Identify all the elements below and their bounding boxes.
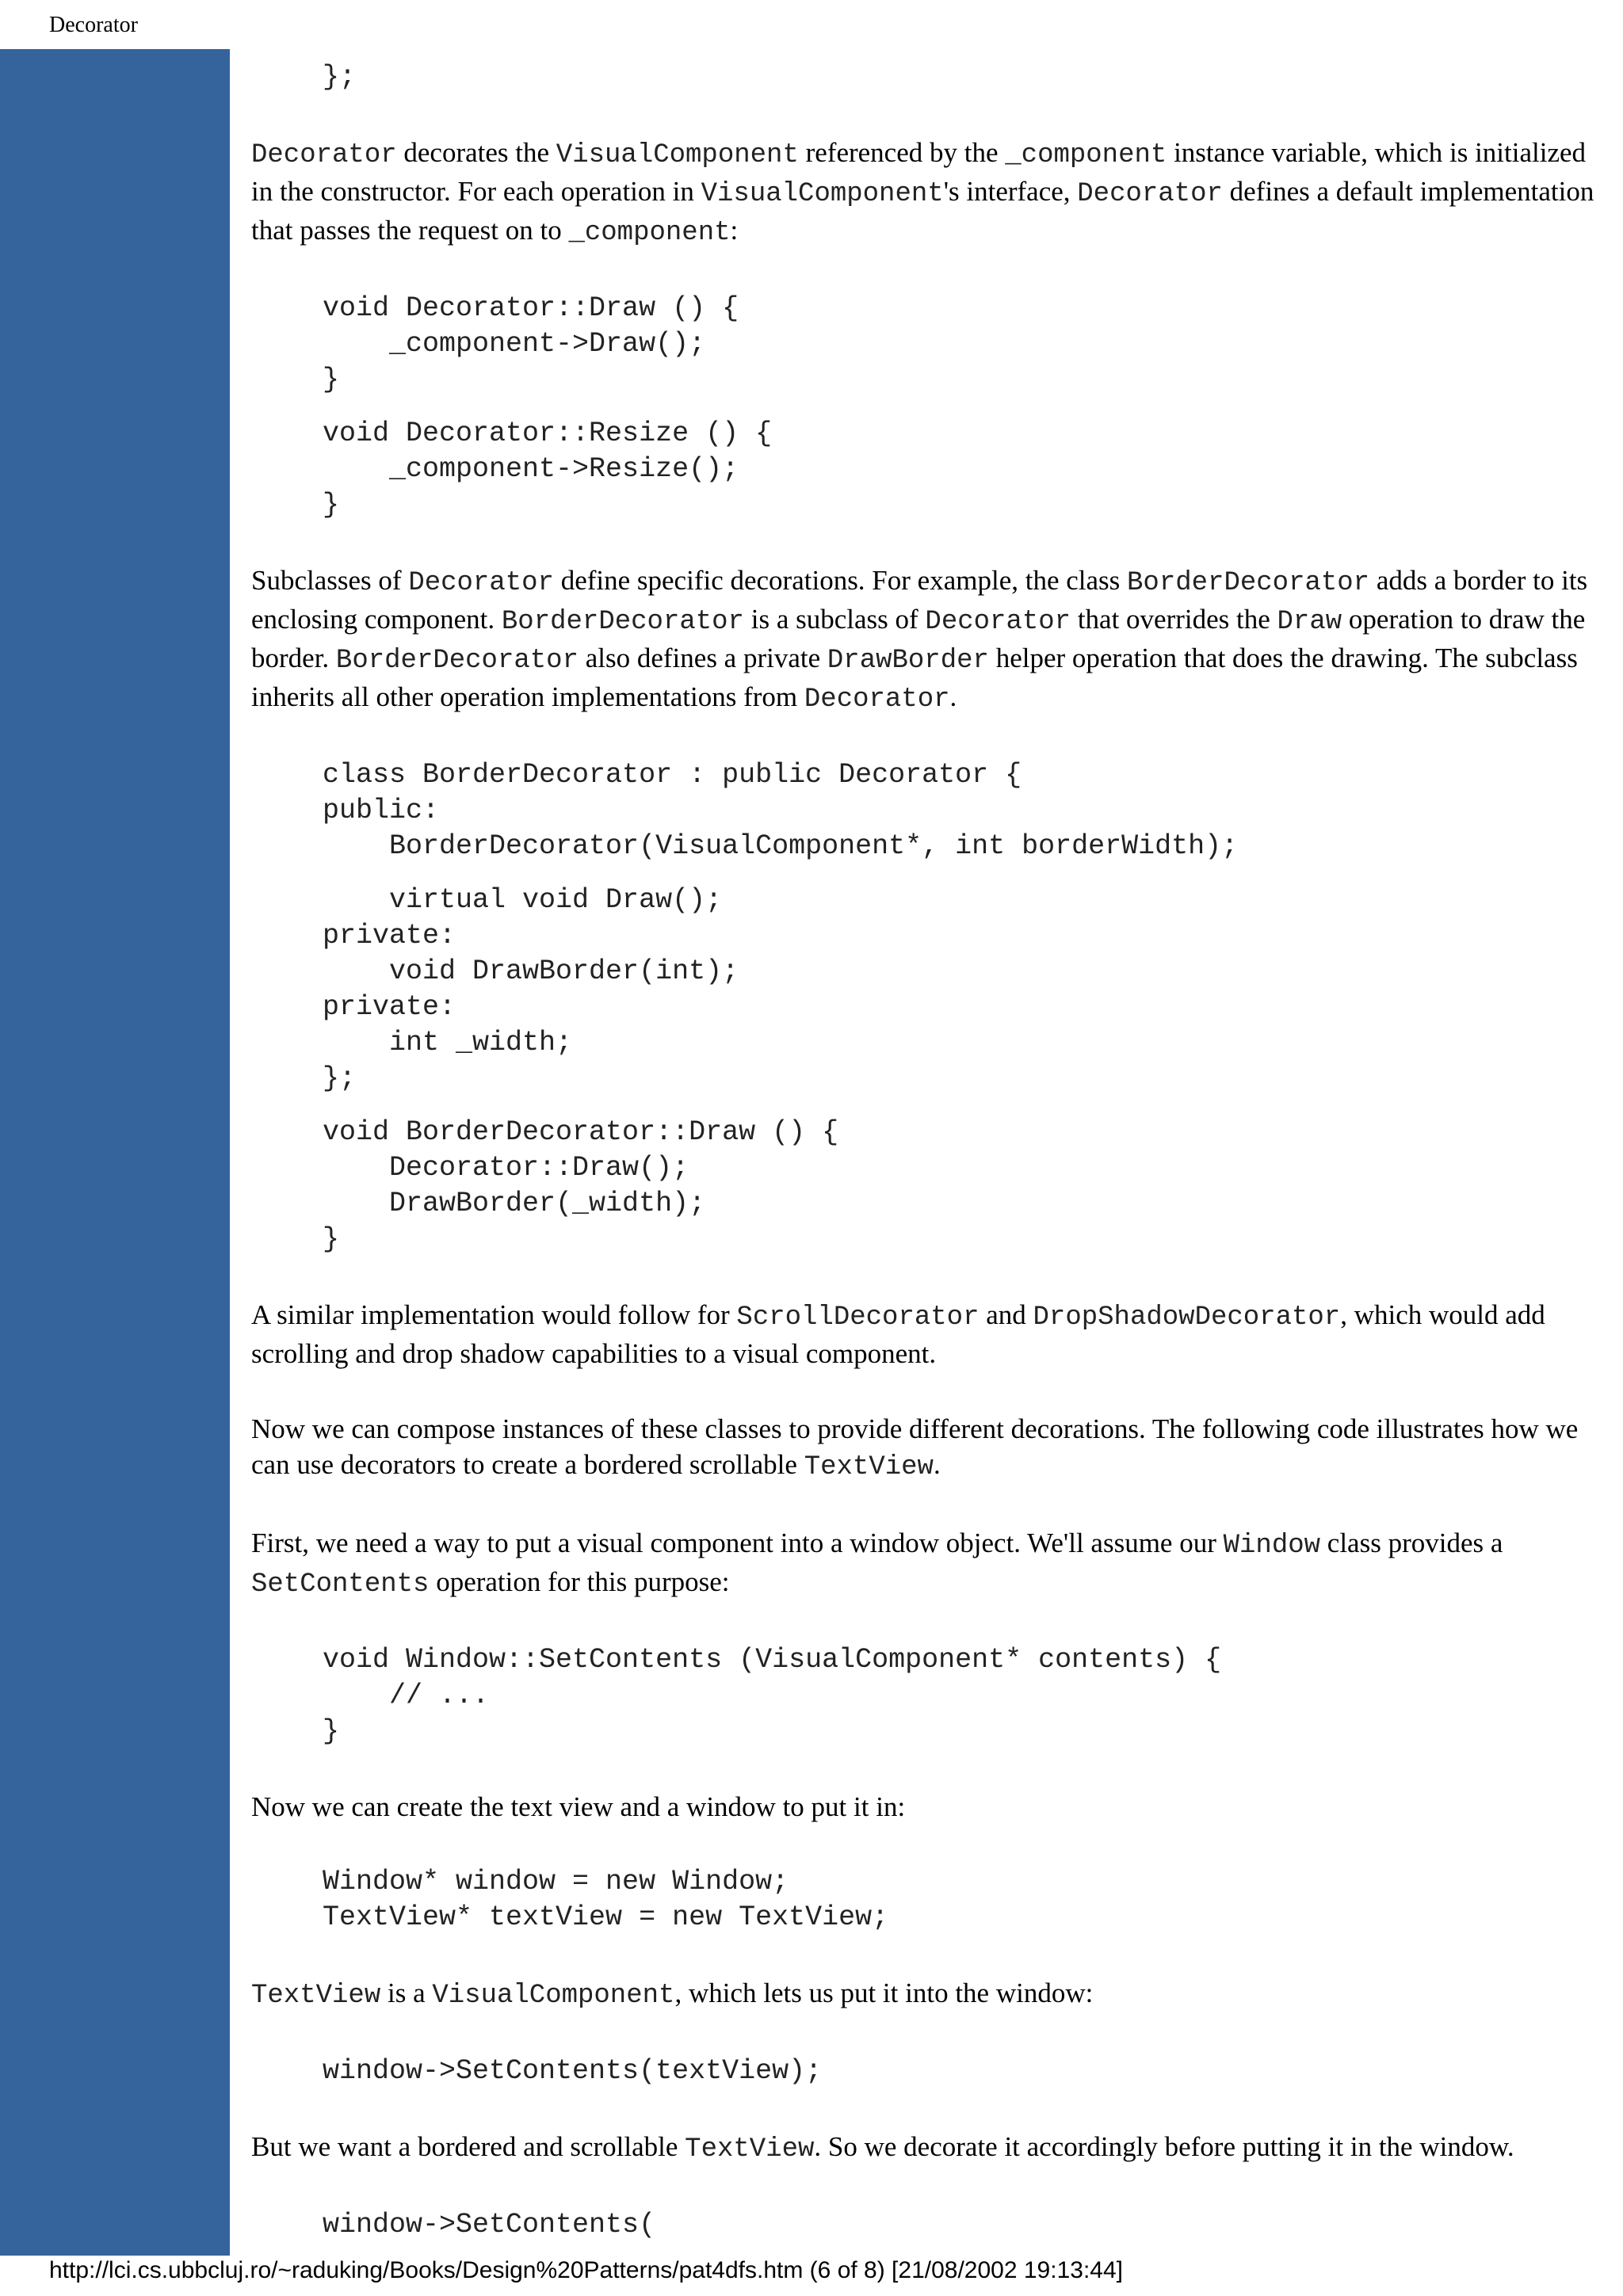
inline-code: DrawBorder (827, 646, 989, 676)
text-run: First, we need a way to put a visual component into a window object. We'll assume our (251, 1527, 1224, 1558)
text-run: also defines a private (578, 643, 827, 673)
text-run: . (949, 681, 957, 712)
text-run: . (933, 1449, 941, 1480)
code-line: DrawBorder(_width); (323, 1188, 706, 1219)
code-line: } (323, 489, 340, 521)
text-run: 's interface, (943, 176, 1078, 207)
text-run: , which would add scrolling and drop shadow capabilities to a visual component. (251, 1299, 1545, 1369)
document-content (251, 59, 1602, 2283)
code-line: _component->Draw(); (323, 328, 706, 360)
code-block (323, 2054, 1602, 2089)
code-block (323, 1864, 1602, 1936)
paragraph (251, 135, 1602, 251)
code-block (323, 59, 1602, 95)
paragraph (251, 1975, 1602, 2014)
text-run: Now we can create the text view and a window to put it in: (251, 1791, 906, 1822)
inline-code: VisualComponent (701, 179, 944, 209)
text-run: A similar implementation would follow for (251, 1299, 737, 1330)
text-run: Now we can compose instances of these classes to provide different decorations. The following code illustrates how we can use decorators to create a bordered scrollable (251, 1413, 1579, 1480)
code-line: Window* window = new Window; (323, 1866, 789, 1897)
text-run: decorates the (396, 137, 556, 168)
text-run: is a (380, 1978, 433, 2008)
page-header-title: Decorator (49, 13, 138, 37)
code-line: window->SetContents( (323, 2209, 656, 2241)
code-line (323, 1097, 1602, 1115)
code-line: void DrawBorder(int); (323, 955, 739, 987)
inline-code: Decorator (804, 685, 950, 715)
code-line: TextView* textView = new TextView; (323, 1901, 889, 1933)
inline-code: TextView (251, 1981, 381, 2011)
code-line: window->SetContents(textView); (323, 2055, 823, 2087)
code-line: }; (323, 61, 357, 93)
code-line: private: (323, 920, 456, 952)
inline-code: VisualComponent (556, 140, 799, 170)
code-line: void Window::SetContents (VisualComponent* contents) { (323, 1644, 1222, 1676)
code-line: _component->Resize(); (323, 453, 739, 485)
inline-code: SetContents (251, 1569, 430, 1600)
code-block (323, 2207, 1602, 2243)
code-line (323, 398, 1602, 416)
inline-code: Decorator (251, 140, 397, 170)
inline-code: Decorator (408, 568, 554, 598)
text-run: . So we decorate it accordingly before putting it in the window. (814, 2131, 1514, 2162)
inline-code: BorderDecorator (335, 646, 579, 676)
code-block (323, 291, 1602, 523)
code-line: } (323, 1715, 340, 1747)
paragraph (251, 2129, 1602, 2168)
text-run: adds a border to its enclosing component. (251, 565, 1588, 635)
code-line: void BorderDecorator::Draw () { (323, 1116, 839, 1148)
code-line (323, 864, 1602, 883)
code-line: private: (323, 991, 456, 1023)
inline-code: VisualComponent (432, 1981, 675, 2011)
code-line: class BorderDecorator : public Decorator { (323, 759, 1022, 791)
paragraph (251, 563, 1602, 718)
code-line: } (323, 1223, 340, 1255)
code-line: BorderDecorator(VisualComponent*, int borderWidth); (323, 830, 1239, 862)
page-footer-url: http://lci.cs.ubbcluj.ro/~raduking/Books/Design%20Patterns/pat4dfs.htm (6 of 8) [21/08/2002 19:13:44] (49, 2257, 1123, 2283)
text-run: : (730, 215, 739, 246)
code-block (323, 757, 1602, 1257)
text-run: instance variable, which is initialized in the constructor. For each operation in (251, 137, 1587, 207)
text-run: , which lets us put it into the window: (674, 1978, 1094, 2008)
inline-code: Window (1223, 1531, 1321, 1561)
paragraph (251, 1411, 1602, 1486)
code-line: public: (323, 795, 440, 826)
paragraph (251, 1297, 1602, 1371)
inline-code: TextView (804, 1452, 934, 1482)
code-line: }; (323, 1062, 357, 1094)
paragraph (251, 1789, 1602, 1825)
sidebar-bar (0, 49, 230, 2256)
text-run: and (979, 1299, 1033, 1330)
code-line: virtual void Draw(); (323, 884, 723, 916)
inline-code: _component (1005, 140, 1167, 170)
code-line: } (323, 364, 340, 395)
text-run: is a subclass of (743, 604, 926, 635)
text-run: class provides a (1320, 1527, 1503, 1558)
text-run: helper operation that does the drawing. The subclass inherits all other operation implementations from (251, 643, 1578, 712)
inline-code: Decorator (925, 607, 1071, 637)
inline-code: BorderDecorator (1127, 568, 1370, 598)
text-run: Subclasses of (251, 565, 409, 596)
inline-code: ScrollDecorator (736, 1302, 980, 1333)
code-line: void Decorator::Resize () { (323, 418, 773, 449)
inline-code: Draw (1277, 607, 1342, 637)
text-run: referenced by the (798, 137, 1006, 168)
text-run: define specific decorations. For example, the class (553, 565, 1128, 596)
code-line: // ... (323, 1680, 490, 1711)
inline-code: TextView (685, 2134, 815, 2164)
text-run: defines a default implementation that passes the request on to (251, 176, 1594, 246)
paragraph (251, 1525, 1602, 1603)
inline-code: Decorator (1077, 179, 1223, 209)
text-run: But we want a bordered and scrollable (251, 2131, 685, 2162)
text-run: operation to draw the border. (251, 604, 1586, 673)
text-run: operation for this purpose: (429, 1566, 730, 1597)
code-block (323, 1642, 1602, 1749)
inline-code: _component (568, 218, 731, 248)
text-run: that overrides the (1071, 604, 1277, 635)
code-line: Decorator::Draw(); (323, 1152, 689, 1184)
code-line: int _width; (323, 1027, 573, 1058)
inline-code: DropShadowDecorator (1033, 1302, 1341, 1333)
inline-code: BorderDecorator (501, 607, 744, 637)
code-line: void Decorator::Draw () { (323, 292, 739, 324)
